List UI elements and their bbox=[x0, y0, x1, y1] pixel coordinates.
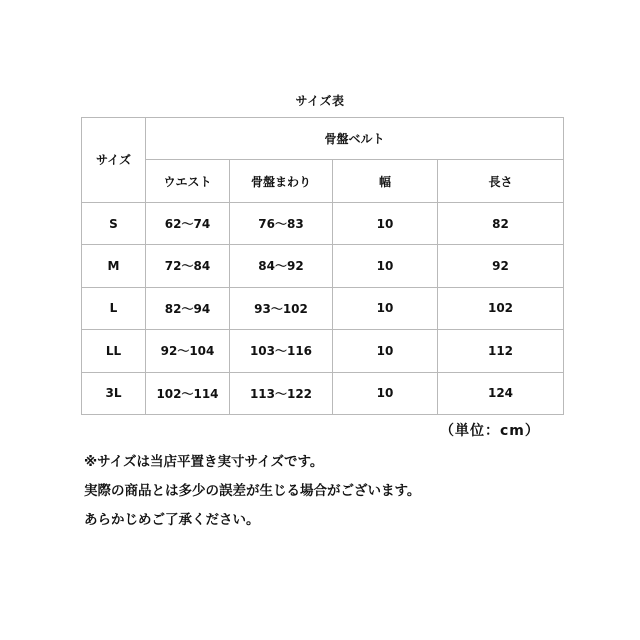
length-cell: 92 bbox=[438, 245, 564, 287]
length-cell: 124 bbox=[438, 372, 564, 414]
header-row-columns bbox=[82, 160, 564, 202]
unit-note: （単位：cm） bbox=[440, 423, 540, 439]
waist-cell: 82～94 bbox=[146, 287, 230, 329]
column-header-length: 長さ bbox=[438, 160, 564, 202]
hip-cell: 103～116 bbox=[230, 330, 333, 372]
width-cell: 10 bbox=[333, 245, 438, 287]
length-cell: 112 bbox=[438, 330, 564, 372]
table-row bbox=[82, 372, 564, 414]
hip-cell: 93～102 bbox=[230, 287, 333, 329]
size-table bbox=[81, 117, 564, 415]
note-line: 実際の商品とは多少の誤差が生じる場合がございます。 bbox=[84, 483, 421, 499]
size-cell: S bbox=[82, 202, 146, 244]
header-row-group bbox=[82, 118, 564, 160]
waist-cell: 62～74 bbox=[146, 202, 230, 244]
column-header-hip: 骨盤まわり bbox=[230, 160, 333, 202]
waist-cell: 102～114 bbox=[146, 372, 230, 414]
hip-cell: 84～92 bbox=[230, 245, 333, 287]
length-cell: 102 bbox=[438, 287, 564, 329]
waist-cell: 72～84 bbox=[146, 245, 230, 287]
note-line: あらかじめご了承ください。 bbox=[84, 512, 260, 528]
hip-cell: 76～83 bbox=[230, 202, 333, 244]
size-cell: 3L bbox=[82, 372, 146, 414]
width-cell: 10 bbox=[333, 287, 438, 329]
width-cell: 10 bbox=[333, 202, 438, 244]
table-row bbox=[82, 330, 564, 372]
table-row bbox=[82, 245, 564, 287]
size-cell: L bbox=[82, 287, 146, 329]
note-line: ※サイズは当店平置き実寸サイズです。 bbox=[84, 454, 324, 470]
notes bbox=[84, 448, 420, 535]
length-cell: 82 bbox=[438, 202, 564, 244]
table-row bbox=[82, 287, 564, 329]
group-header: 骨盤ベルト bbox=[146, 118, 564, 160]
table-title: サイズ表 bbox=[295, 94, 345, 108]
size-cell: LL bbox=[82, 330, 146, 372]
table-row bbox=[82, 202, 564, 244]
hip-cell: 113～122 bbox=[230, 372, 333, 414]
width-cell: 10 bbox=[333, 372, 438, 414]
column-header-width: 幅 bbox=[333, 160, 438, 202]
waist-cell: 92～104 bbox=[146, 330, 230, 372]
corner-label: サイズ bbox=[82, 118, 146, 203]
width-cell: 10 bbox=[333, 330, 438, 372]
size-cell: M bbox=[82, 245, 146, 287]
column-header-waist: ウエスト bbox=[146, 160, 230, 202]
